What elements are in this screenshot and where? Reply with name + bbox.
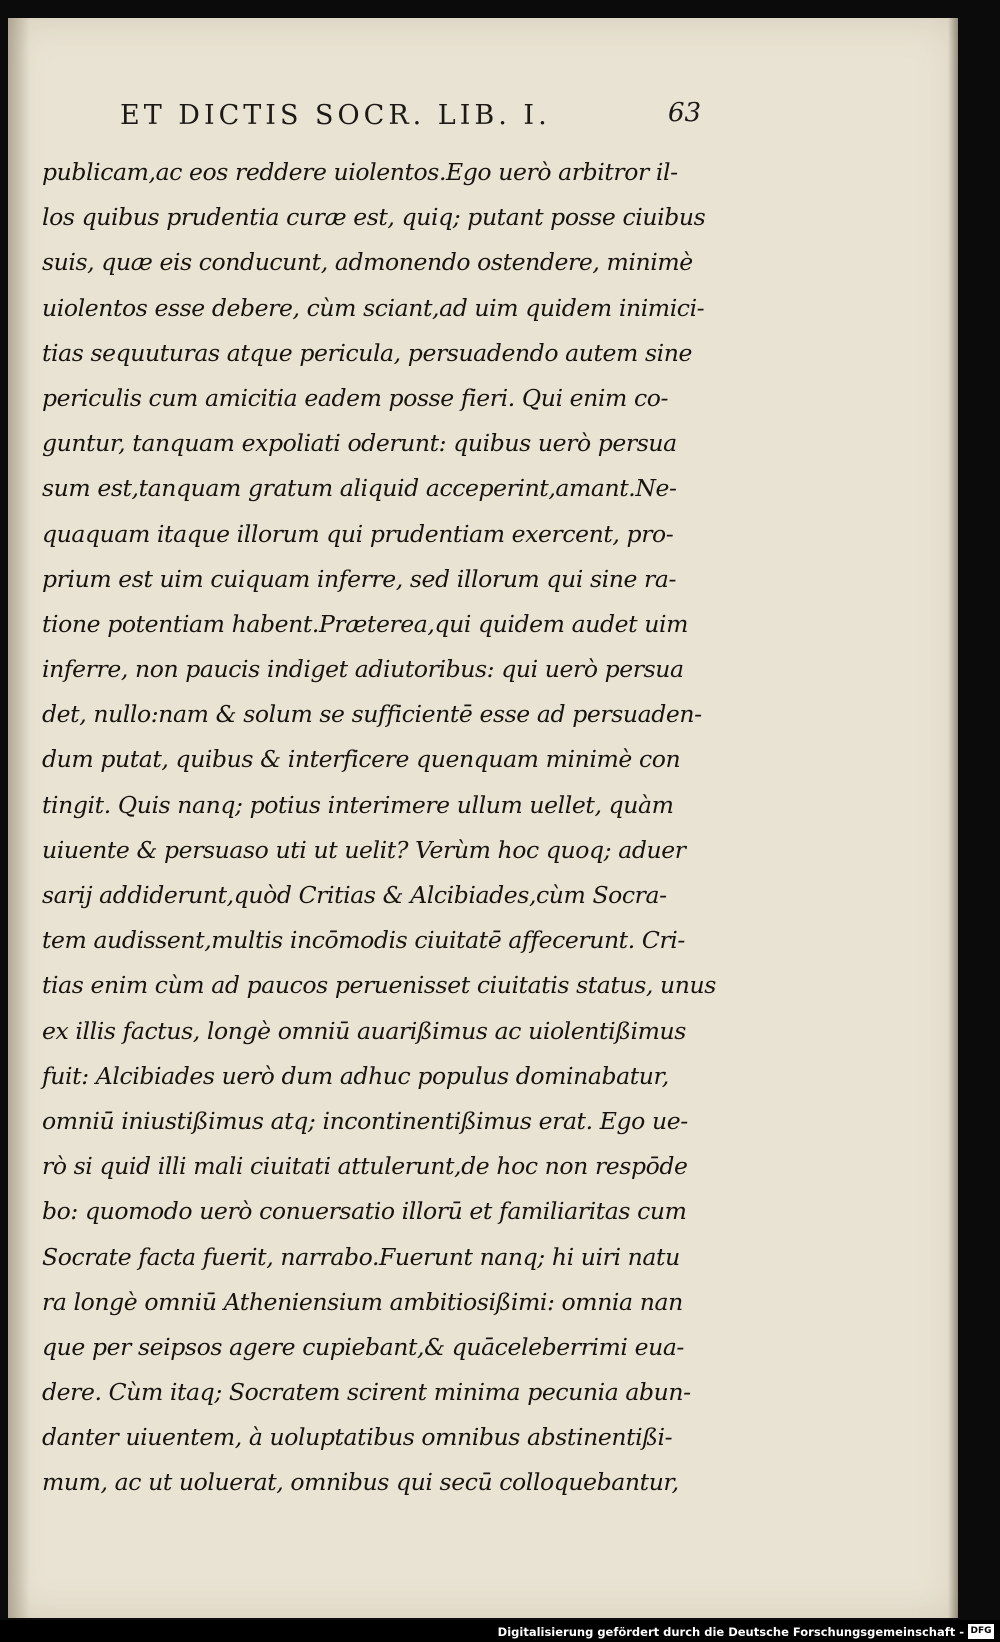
text-line: rò si quid illi mali ciuitati attulerunt,de hoc non respōde [42,1152,688,1181]
text-line: tem audissent,multis incōmodis ciuitatē affecerunt. Cri- [42,926,685,955]
text-line: tias enim cùm ad paucos peruenisset ciuitatis status, unus [42,971,716,1000]
text-line: omniū iniustißimus atq; incontinentißimus erat. Ego ue- [42,1106,688,1135]
text-line: tingit. Quis nanq; potius interimere ullum uellet, quàm [42,790,674,819]
text-block [42,150,722,1506]
funding-credit: Digitalisierung gefördert durch die Deutsche Forschungsgemeinschaft - [497,1625,964,1639]
text-line: tias sequuturas atque pericula, persuadendo autem sine [42,338,693,367]
text-line: periculis cum amicitia eadem posse fieri. Qui enim co- [42,383,669,412]
text-line: uiolentos esse debere, cùm sciant,ad uim quidem inimici- [42,293,705,322]
text-line: ra longè omniū Atheniensium ambitiosißimi: omnia nan [42,1287,683,1316]
text-line: publicam,ac eos reddere uiolentos.Ego uerò arbitror il- [42,158,678,186]
dfg-logo: DFG [968,1624,994,1639]
text-line: bo: quomodo uerò conuersatio illorū et familiaritas cum [42,1197,687,1226]
page-number: 63 [668,98,702,128]
text-line: suis, quæ eis conducunt, admonendo ostendere, minimè [42,248,693,277]
text-line: dum putat, quibus & interficere quenquam minimè con [42,745,681,774]
text-line: danter uiuentem, à uoluptatibus omnibus abstinentißi- [42,1423,673,1452]
text-line: dere. Cùm itaq; Socratem scirent minima pecunia abun- [42,1378,691,1407]
gutter-shadow [8,18,30,1618]
text-line: uiuente & persuaso uti ut uelit? Verùm hoc quoq; aduer [42,835,686,864]
text-line: fuit: Alcibiades uerò dum adhuc populus dominabatur, [42,1061,669,1090]
text-line: inferre, non paucis indiget adiutoribus: qui uerò persua [42,655,684,684]
text-line: prium est uim cuiquam inferre, sed illorum qui sine ra- [42,564,677,593]
text-line: quaquam itaque illorum qui prudentiam exercent, pro- [42,519,674,548]
text-line: sum est,tanquam gratum aliquid acceperint,amant.Ne- [42,474,677,503]
text-line: det, nullo:nam & solum se sufficientē esse ad persuaden- [42,700,702,729]
running-head: ET DICTIS SOCR. LIB. I. [120,100,551,131]
text-line: sarij addiderunt,quòd Critias & Alcibiades,cùm Socra- [42,881,667,909]
text-line: que per seipsos agere cupiebant,& quāceleberrimi eua- [42,1332,684,1361]
footer-bar [0,1620,1000,1642]
text-line: guntur, tanquam expoliati oderunt: quibus uerò persua [42,429,677,458]
text-line: ex illis factus, longè omniū auarißimus ac uiolentißimus [42,1016,686,1045]
book-page [8,18,958,1618]
text-line: Socrate facta fuerit, narrabo.Fuerunt nanq; hi uiri natu [42,1242,680,1271]
text-line: tione potentiam habent.Præterea,qui quidem audet uim [42,609,688,638]
text-line: los quibus prudentia curæ est, quiq; putant posse ciuibus [42,203,706,232]
text-line: mum, ac ut uoluerat, omnibus qui secū colloquebantur, [42,1468,679,1497]
page-edge [948,18,958,1618]
